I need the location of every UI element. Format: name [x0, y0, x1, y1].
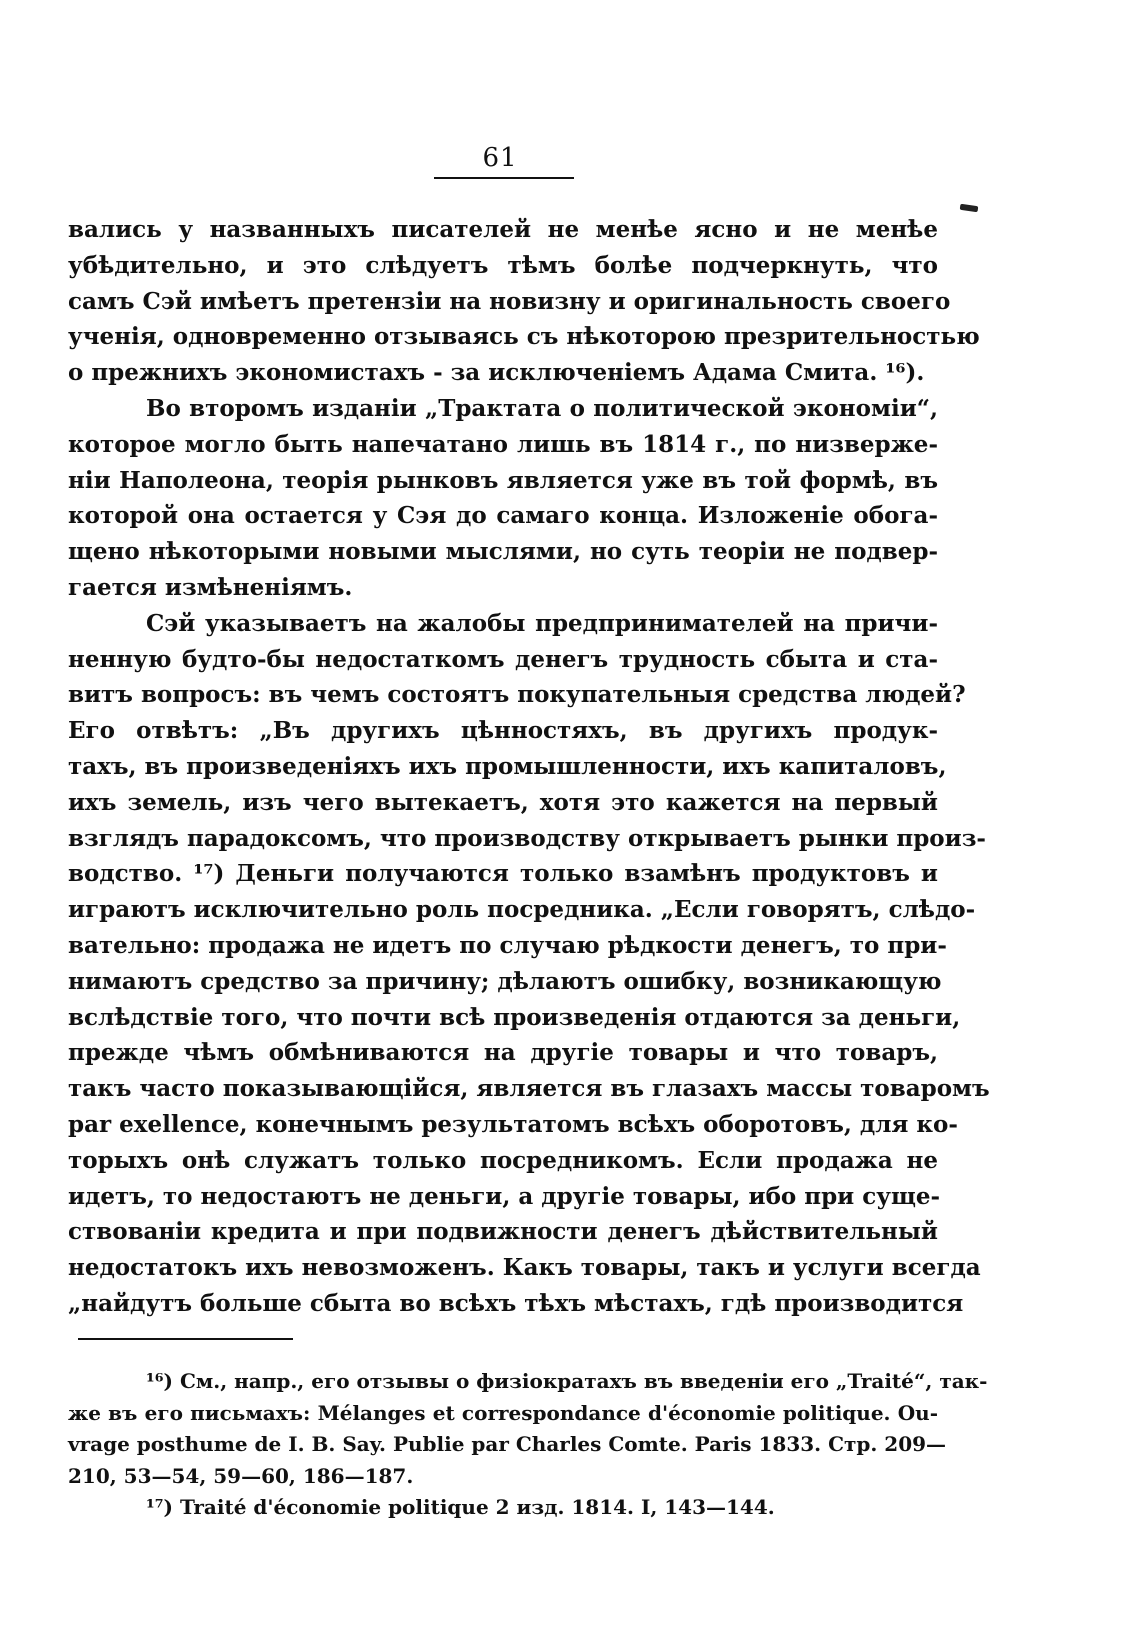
text-line: Во второмъ изданіи „Трактата о политической экономіи“, — [146, 394, 938, 422]
text-line: ненную будто-бы недостаткомъ денегъ трудность сбыта и ста- — [68, 645, 938, 673]
page-number-rule — [434, 177, 574, 179]
text-line: вслѣдствіе того, что почти всѣ произведенія отдаются за деньги, — [68, 1003, 961, 1031]
text-line: такъ часто показывающійся, является въ глазахъ массы товаромъ — [68, 1075, 990, 1103]
text-line: ствованіи кредита и при подвижности денегъ дѣйствительный — [68, 1218, 938, 1246]
text-line: идетъ, то недостаютъ не деньги, а другіе товары, ибо при суще- — [68, 1182, 941, 1210]
footnote-line: 210, 53—54, 59—60, 186—187. — [68, 1463, 414, 1488]
page-number: 61 — [482, 143, 518, 173]
text-line: вались у названныхъ писателей не менѣе ясно и не менѣе — [68, 216, 938, 243]
body-text — [68, 212, 990, 1322]
text-line: ніи Наполеона, теорія рынковъ является уже въ той формѣ, въ — [68, 466, 938, 494]
text-line: самъ Сэй имѣетъ претензіи на новизну и оригинальность своего — [68, 287, 951, 315]
text-line: которой она остается у Сэя до самаго конца. Изложеніе обога- — [68, 502, 938, 530]
text-line: витъ вопросъ: въ чемъ состоятъ покупательныя средства людей? — [68, 681, 966, 709]
text-line: ихъ земель, изъ чего вытекаетъ, хотя это кажется на первый — [68, 788, 938, 816]
footnote-line: vrage posthume de I. B. Say. Publie par Charles Comte. Paris 1833. Стр. 209— — [68, 1432, 947, 1456]
text-line: ученія, одновременно отзываясь съ нѣкоторою презрительностью — [68, 323, 980, 351]
text-line: щено нѣкоторыми новыми мыслями, но суть теоріи не подвер- — [68, 538, 938, 566]
text-line: вательно: продажа не идетъ по случаю рѣдкости денегъ, то при- — [68, 931, 947, 959]
footnotes — [68, 1366, 988, 1524]
text-line: par exellence, конечнымъ результатомъ всѣхъ оборотовъ, для ко- — [68, 1110, 958, 1138]
text-line: недостатокъ ихъ невозможенъ. Какъ товары, такъ и услуги всегда — [68, 1254, 981, 1282]
text-line: которое могло быть напечатано лишь въ 1814 г., по низверже- — [68, 430, 938, 458]
text-line: тахъ, въ произведеніяхъ ихъ промышленности, ихъ капиталовъ, — [68, 752, 947, 780]
text-line: торыхъ онѣ служатъ только посредникомъ. Если продажа не — [68, 1146, 938, 1174]
footnote-separator — [78, 1338, 293, 1340]
text-line: нимаютъ средство за причину; дѣлаютъ ошибку, возникающую — [68, 967, 942, 995]
ink-speck — [960, 204, 979, 212]
text-line: Его отвѣтъ: „Въ другихъ цѣнностяхъ, въ другихъ продук- — [68, 717, 938, 745]
text-line: о прежнихъ экономистахъ - за исключеніемъ Адама Смита. ¹⁶). — [68, 359, 925, 387]
footnote-line: же въ его письмахъ: Mélanges et correspondance d'économie politique. Ou- — [68, 1400, 938, 1425]
text-line: гается измѣненіямъ. — [68, 573, 353, 601]
footnote-line: ¹⁷) Traité d'économie politique 2 изд. 1814. I, 143—144. — [146, 1495, 775, 1519]
text-line: взглядъ парадоксомъ, что производству открываетъ рынки произ- — [68, 824, 986, 852]
footnote-line: ¹⁶) См., напр., его отзывы о физіократахъ въ введеніи его „Traité“, так- — [146, 1369, 988, 1393]
text-line: „найдутъ больше сбыта во всѣхъ тѣхъ мѣстахъ, гдѣ производится — [68, 1289, 964, 1317]
text-line: прежде чѣмъ обмѣниваются на другіе товары и что товаръ, — [68, 1039, 938, 1067]
text-line: Сэй указываетъ на жалобы предпринимателей на причи- — [146, 609, 938, 637]
text-line: играютъ исключительно роль посредника. „Если говорятъ, слѣдо- — [68, 896, 976, 924]
text-line: водство. ¹⁷) Деньги получаются только взамѣнъ продуктовъ и — [68, 860, 938, 888]
text-line: убѣдительно, и это слѣдуетъ тѣмъ болѣе подчеркнуть, что — [68, 251, 938, 279]
